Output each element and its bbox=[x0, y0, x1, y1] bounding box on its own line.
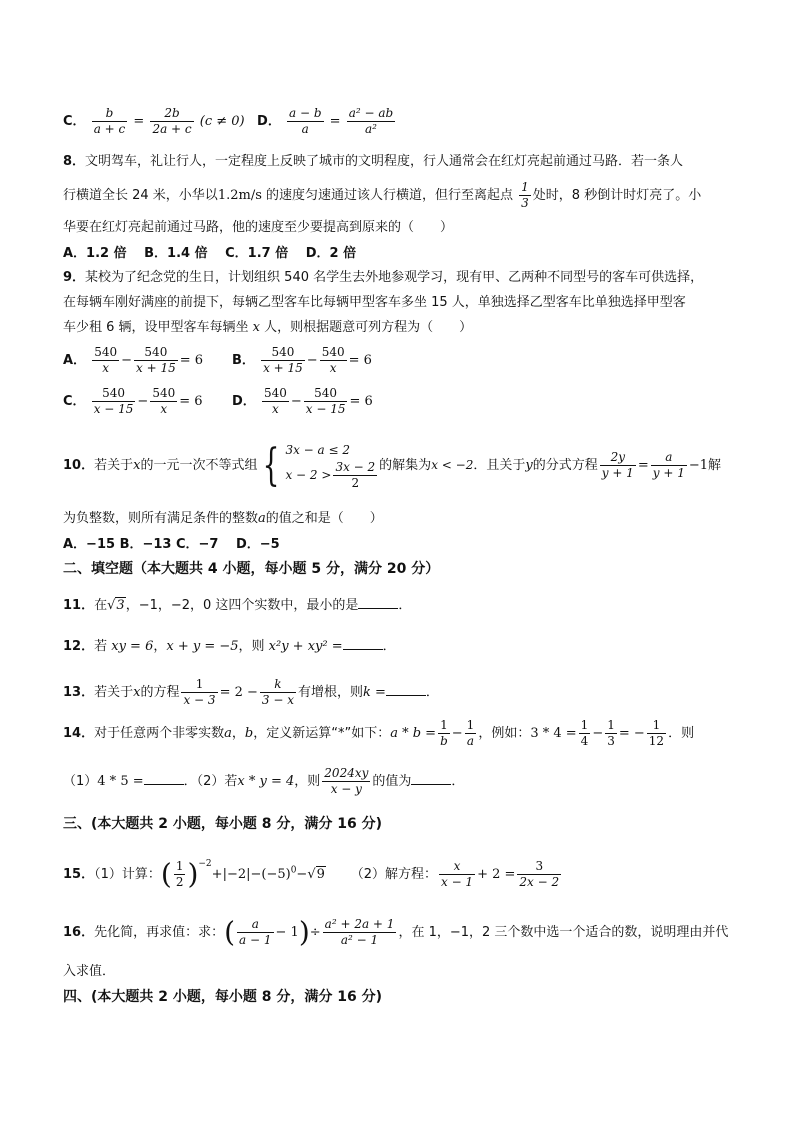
equals: = 6 bbox=[348, 353, 372, 368]
question-text: 的一元一次不等式组 bbox=[140, 458, 258, 473]
question-text: 为负整数，则所有满足条件的整数 bbox=[63, 511, 259, 526]
q9-line1 bbox=[63, 269, 703, 287]
brace-icon: { bbox=[263, 439, 280, 491]
question-number: 13． bbox=[63, 685, 95, 700]
numerator: 540 bbox=[94, 345, 118, 359]
condition: x * y = 4 bbox=[237, 774, 295, 789]
frac bbox=[647, 718, 666, 749]
question-text: ，例如： bbox=[478, 726, 531, 741]
exponent: 0 bbox=[290, 865, 297, 876]
frac bbox=[92, 345, 119, 376]
denominator: x bbox=[160, 402, 168, 416]
radicand: 9 bbox=[316, 867, 325, 882]
q8-line3 bbox=[63, 219, 453, 237]
expression: a * b = bbox=[390, 726, 437, 741]
question-text: 入求值． bbox=[63, 964, 116, 979]
question-text: 若 bbox=[94, 639, 112, 654]
expression: +|−2|−(−5) bbox=[211, 867, 291, 882]
numerator: 1 bbox=[181, 677, 217, 693]
q13 bbox=[63, 677, 439, 708]
expression: x²y + xy² = bbox=[268, 639, 343, 654]
frac bbox=[320, 345, 347, 376]
frac bbox=[439, 859, 475, 890]
numerator: 3 bbox=[517, 859, 561, 875]
frac bbox=[517, 859, 561, 890]
sqrt-icon: √9 bbox=[307, 867, 325, 882]
inequality-left: x − 2 > bbox=[285, 468, 332, 482]
question-text: 在 bbox=[94, 598, 108, 613]
question-number: 14． bbox=[63, 726, 95, 741]
question-number: 8． bbox=[63, 154, 86, 169]
question-text: ．且关于 bbox=[473, 458, 526, 473]
variable: x bbox=[133, 458, 141, 473]
equation-tail: −1 bbox=[688, 458, 709, 473]
question-text: 解 bbox=[708, 458, 722, 473]
paren-icon: ) bbox=[187, 857, 199, 891]
q14-line2 bbox=[63, 766, 464, 797]
operator: ÷ bbox=[309, 925, 321, 940]
operator: − bbox=[137, 394, 149, 409]
numerator: x bbox=[439, 859, 475, 875]
denominator: b bbox=[440, 734, 448, 748]
frac bbox=[261, 345, 305, 376]
question-text: 有增根，则 bbox=[297, 685, 363, 700]
numerator: 1 bbox=[438, 718, 450, 734]
denominator: x − 15 bbox=[305, 402, 346, 416]
question-text: 华要在红灯亮起前通过马路，他的速度至少要提高到原来的（ ） bbox=[63, 220, 454, 235]
frac bbox=[323, 917, 397, 948]
frac bbox=[92, 106, 128, 137]
denominator: 3 bbox=[607, 734, 615, 748]
question-text: ． bbox=[451, 774, 465, 789]
expression: 4 * 5 = bbox=[97, 774, 144, 789]
numerator: 3x − 2 bbox=[335, 460, 376, 474]
denominator: a bbox=[466, 734, 475, 748]
question-number: 15． bbox=[63, 867, 95, 882]
denominator: 2 bbox=[175, 875, 184, 889]
variable: b bbox=[244, 726, 254, 741]
frac bbox=[150, 106, 193, 137]
part-label: （2）解方程： bbox=[350, 867, 437, 882]
operator: − bbox=[592, 726, 604, 741]
solution-set: x < −2 bbox=[431, 458, 474, 472]
options: A．1.2 倍 B．1.4 倍 C．1.7 倍 D．2 倍 bbox=[63, 246, 357, 261]
denominator: 3 bbox=[521, 196, 529, 210]
question-text: ． bbox=[382, 639, 396, 654]
question-text: 车少租 6 辆，设甲型客车每辆坐 bbox=[63, 320, 253, 335]
numerator: a² + 2a + 1 bbox=[324, 917, 395, 931]
frac bbox=[92, 386, 136, 417]
numerator: a bbox=[237, 917, 273, 933]
numerator: 540 bbox=[152, 386, 176, 400]
inequality-system bbox=[285, 440, 379, 491]
numerator: 1 bbox=[175, 859, 184, 873]
denominator: a + c bbox=[93, 122, 126, 136]
frac bbox=[605, 718, 617, 749]
denominator: 3 − x bbox=[261, 693, 294, 707]
q8-line1 bbox=[63, 153, 683, 171]
question-text: 在每辆车刚好满座的前提下，每辆乙型客车比每辆甲型客车多坐 15 人，单独选择乙型客车比单独选择甲型客 bbox=[63, 295, 686, 310]
q9-option-a bbox=[63, 345, 203, 376]
numerator: 2b bbox=[150, 106, 193, 122]
question-text: 的值之和是（ ） bbox=[265, 511, 383, 526]
variable: x bbox=[133, 685, 141, 700]
numerator: a − b bbox=[288, 106, 322, 120]
question-text: ，−1，−2，0 这四个实数中，最小的是 bbox=[125, 598, 359, 613]
equals: = 2 − bbox=[219, 685, 258, 700]
question-text: 的分式方程 bbox=[532, 458, 598, 473]
numerator: 2y bbox=[600, 450, 636, 466]
question-text: ，则 bbox=[294, 774, 321, 789]
answer-blank bbox=[358, 596, 398, 609]
denominator: x bbox=[272, 402, 279, 416]
numerator: 540 bbox=[321, 345, 345, 359]
denominator: a bbox=[301, 122, 309, 136]
expression: 3 * 4 = bbox=[530, 726, 577, 741]
denominator: 2x − 2 bbox=[519, 875, 560, 889]
question-number: 16． bbox=[63, 925, 95, 940]
denominator: a² − 1 bbox=[340, 933, 379, 947]
operator: − bbox=[306, 353, 318, 368]
frac bbox=[262, 386, 289, 417]
options: A．−15 B．−13 C．−7 D．−5 bbox=[63, 537, 280, 552]
q9-line2 bbox=[63, 294, 686, 312]
question-text: 的解集为 bbox=[379, 458, 432, 473]
question-text: ．则 bbox=[668, 726, 695, 741]
frac bbox=[579, 718, 591, 749]
q9-line3 bbox=[63, 319, 472, 337]
numerator: 540 bbox=[261, 345, 305, 361]
option-label: A． bbox=[63, 353, 87, 368]
expression: + 2 = bbox=[477, 867, 516, 882]
denominator: x + 15 bbox=[263, 361, 303, 375]
q9-option-c bbox=[63, 386, 203, 417]
section-4-title: 四、(本大题共 2 小题，每小题 8 分，满分 16 分) bbox=[63, 989, 383, 1005]
denominator: 2a + c bbox=[152, 122, 192, 136]
paren-icon: ) bbox=[298, 915, 310, 949]
variable: a bbox=[258, 511, 266, 526]
q7-options-cd: C． $\frac{b}{a + c}$ = $\frac{2b}{2a + c}$ (c ≠ 0) D． $\frac{a - b}{a}$ = $\frac{\text{a² − ab}}{\text{a²}}$ bbox=[63, 106, 394, 136]
question-text: 的速度匀速通过该人行横道，但行至离起点 bbox=[261, 188, 514, 203]
q10-line2 bbox=[63, 510, 383, 528]
denominator: x + 15 bbox=[136, 361, 176, 375]
q10-line1: 10．若关于x的一元一次不等式组 { 3x − a ≤ 2 x − 2 > $\frac{3x - 2}{2}$ 的解集为x < −2．且关于y的分式方程 $\frac{2y}{y + 1}$ = $\frac{a}{y + 1}$ −1解 bbox=[63, 439, 722, 491]
q14-line1 bbox=[63, 718, 694, 749]
variable: x bbox=[252, 320, 261, 335]
condition: x + y = −5 bbox=[166, 639, 239, 654]
q16-line1 bbox=[63, 917, 728, 948]
question-number: 9． bbox=[63, 270, 86, 285]
question-text: ． bbox=[398, 598, 412, 613]
question-text: ，定义新运算“*”如下： bbox=[253, 726, 391, 741]
section-2-title: 二、填空题（本大题共 4 小题，每小题 5 分，满分 20 分） bbox=[63, 561, 440, 577]
question-text: 先化简，再求值：求： bbox=[94, 925, 225, 940]
question-number: 12． bbox=[63, 639, 95, 654]
denominator: 4 bbox=[580, 734, 589, 748]
expression: − 1 bbox=[275, 925, 299, 940]
question-text: ．（2）若 bbox=[183, 774, 238, 789]
q11 bbox=[63, 596, 411, 615]
denominator: 12 bbox=[648, 734, 665, 748]
frac bbox=[260, 677, 296, 708]
paren-icon: ( bbox=[160, 857, 172, 891]
frac bbox=[465, 718, 477, 749]
frac bbox=[333, 460, 377, 491]
numerator: 1 bbox=[607, 718, 615, 732]
operator: − bbox=[290, 394, 302, 409]
section-3-title: 三、(本大题共 2 小题，每小题 8 分，满分 16 分) bbox=[63, 816, 383, 832]
variable: y bbox=[525, 458, 533, 473]
question-text: 行横道全长 24 米，小华以 bbox=[63, 188, 218, 203]
separator: ， bbox=[153, 639, 167, 654]
answer-blank bbox=[411, 772, 451, 785]
question-text: ． bbox=[425, 685, 439, 700]
answer-blank bbox=[386, 683, 426, 696]
q10-options bbox=[63, 536, 280, 554]
numerator: 540 bbox=[134, 345, 178, 361]
numerator: 540 bbox=[304, 386, 348, 402]
question-text: 处时，8 秒倒计时灯亮了。小 bbox=[532, 188, 702, 203]
denominator: a − 1 bbox=[239, 933, 272, 947]
part-label: （1） bbox=[63, 774, 98, 789]
question-text: 人，则根据题意可列方程为（ ） bbox=[260, 320, 473, 335]
frac bbox=[287, 106, 324, 137]
condition: xy = 6 bbox=[111, 639, 154, 654]
denominator: x bbox=[329, 361, 337, 375]
answer-blank bbox=[144, 772, 184, 785]
inequality-2 bbox=[285, 460, 379, 491]
operator: − bbox=[296, 867, 308, 882]
denominator: a² bbox=[364, 122, 377, 136]
answer-blank bbox=[343, 637, 383, 650]
frac bbox=[600, 450, 636, 481]
q12 bbox=[63, 637, 396, 656]
question-text: 文明驾车，礼让行人，一定程度上反映了城市的文明程度，行人通常会在红灯亮起前通过马路．若一条人 bbox=[85, 154, 684, 169]
sqrt-icon: √3 bbox=[107, 598, 125, 613]
q16-line2 bbox=[63, 963, 115, 981]
frac bbox=[150, 386, 177, 417]
equals: = 6 bbox=[349, 394, 373, 409]
denominator: y + 1 bbox=[601, 466, 634, 480]
operator: − bbox=[451, 726, 463, 741]
numerator: 540 bbox=[263, 386, 287, 400]
frac bbox=[322, 766, 370, 797]
expression: k = bbox=[363, 685, 386, 700]
option-label: C． bbox=[63, 394, 86, 409]
option-c-label: C． bbox=[63, 114, 86, 129]
inequality-1: 3x − a ≤ 2 bbox=[285, 443, 351, 457]
denominator: x bbox=[102, 361, 110, 375]
question-text: ，在 1，−1，2 三个数中选一个适合的数，说明理由并代 bbox=[398, 925, 729, 940]
q8-line2 bbox=[63, 180, 701, 211]
separator: ， bbox=[231, 726, 245, 741]
denominator: x − 1 bbox=[440, 875, 474, 889]
numerator: a² − ab bbox=[348, 106, 394, 120]
denominator: 2 bbox=[351, 476, 360, 490]
numerator: 1 bbox=[580, 718, 589, 732]
question-text: 某校为了纪念党的生日，计划组织 540 名学生去外地参观学习，现有甲、乙两种不同型号的客车可供选择， bbox=[85, 270, 704, 285]
option-label: B． bbox=[232, 353, 255, 368]
denominator: x − y bbox=[330, 782, 362, 796]
numerator: 2024xy bbox=[324, 766, 369, 780]
speed-value: 1.2m/s bbox=[217, 188, 262, 203]
frac bbox=[134, 345, 178, 376]
question-text: 的值为 bbox=[372, 774, 412, 789]
numerator: 1 bbox=[466, 718, 475, 732]
option-label: D． bbox=[232, 394, 256, 409]
variable: a bbox=[224, 726, 232, 741]
condition: (c ≠ 0) bbox=[199, 114, 245, 129]
frac bbox=[519, 180, 531, 211]
frac bbox=[651, 450, 687, 481]
numerator: k bbox=[260, 677, 296, 693]
frac bbox=[438, 718, 450, 749]
numerator: 1 bbox=[521, 180, 529, 194]
numerator: b bbox=[92, 106, 128, 122]
numerator: 540 bbox=[92, 386, 136, 402]
q8-options bbox=[63, 245, 356, 263]
denominator: y + 1 bbox=[652, 466, 685, 480]
denominator: x − 15 bbox=[93, 402, 134, 416]
denominator: x − 3 bbox=[183, 693, 216, 707]
equals: = 6 bbox=[179, 394, 203, 409]
operator: − bbox=[121, 353, 133, 368]
frac bbox=[347, 106, 395, 137]
frac bbox=[304, 386, 348, 417]
paren-icon: ( bbox=[224, 915, 236, 949]
q9-option-d bbox=[232, 386, 373, 417]
q15 bbox=[63, 855, 563, 890]
frac bbox=[174, 859, 186, 890]
option-d-label: D． bbox=[257, 114, 281, 129]
question-number: 11． bbox=[63, 598, 95, 613]
radicand: 3 bbox=[116, 598, 125, 613]
equals: = − bbox=[618, 726, 645, 741]
numerator: a bbox=[651, 450, 687, 466]
question-text: ，则 bbox=[238, 639, 269, 654]
question-number: 10． bbox=[63, 458, 95, 473]
equals: = 6 bbox=[179, 353, 204, 368]
frac bbox=[181, 677, 217, 708]
q9-option-b bbox=[232, 345, 372, 376]
exponent: −2 bbox=[198, 859, 212, 869]
question-text: 对于任意两个非零实数 bbox=[94, 726, 225, 741]
frac bbox=[237, 917, 273, 948]
part-label: （1）计算： bbox=[94, 867, 161, 882]
question-text: 的方程 bbox=[140, 685, 180, 700]
numerator: 1 bbox=[647, 718, 666, 734]
question-text: 若关于 bbox=[94, 458, 134, 473]
question-text: 若关于 bbox=[94, 685, 134, 700]
